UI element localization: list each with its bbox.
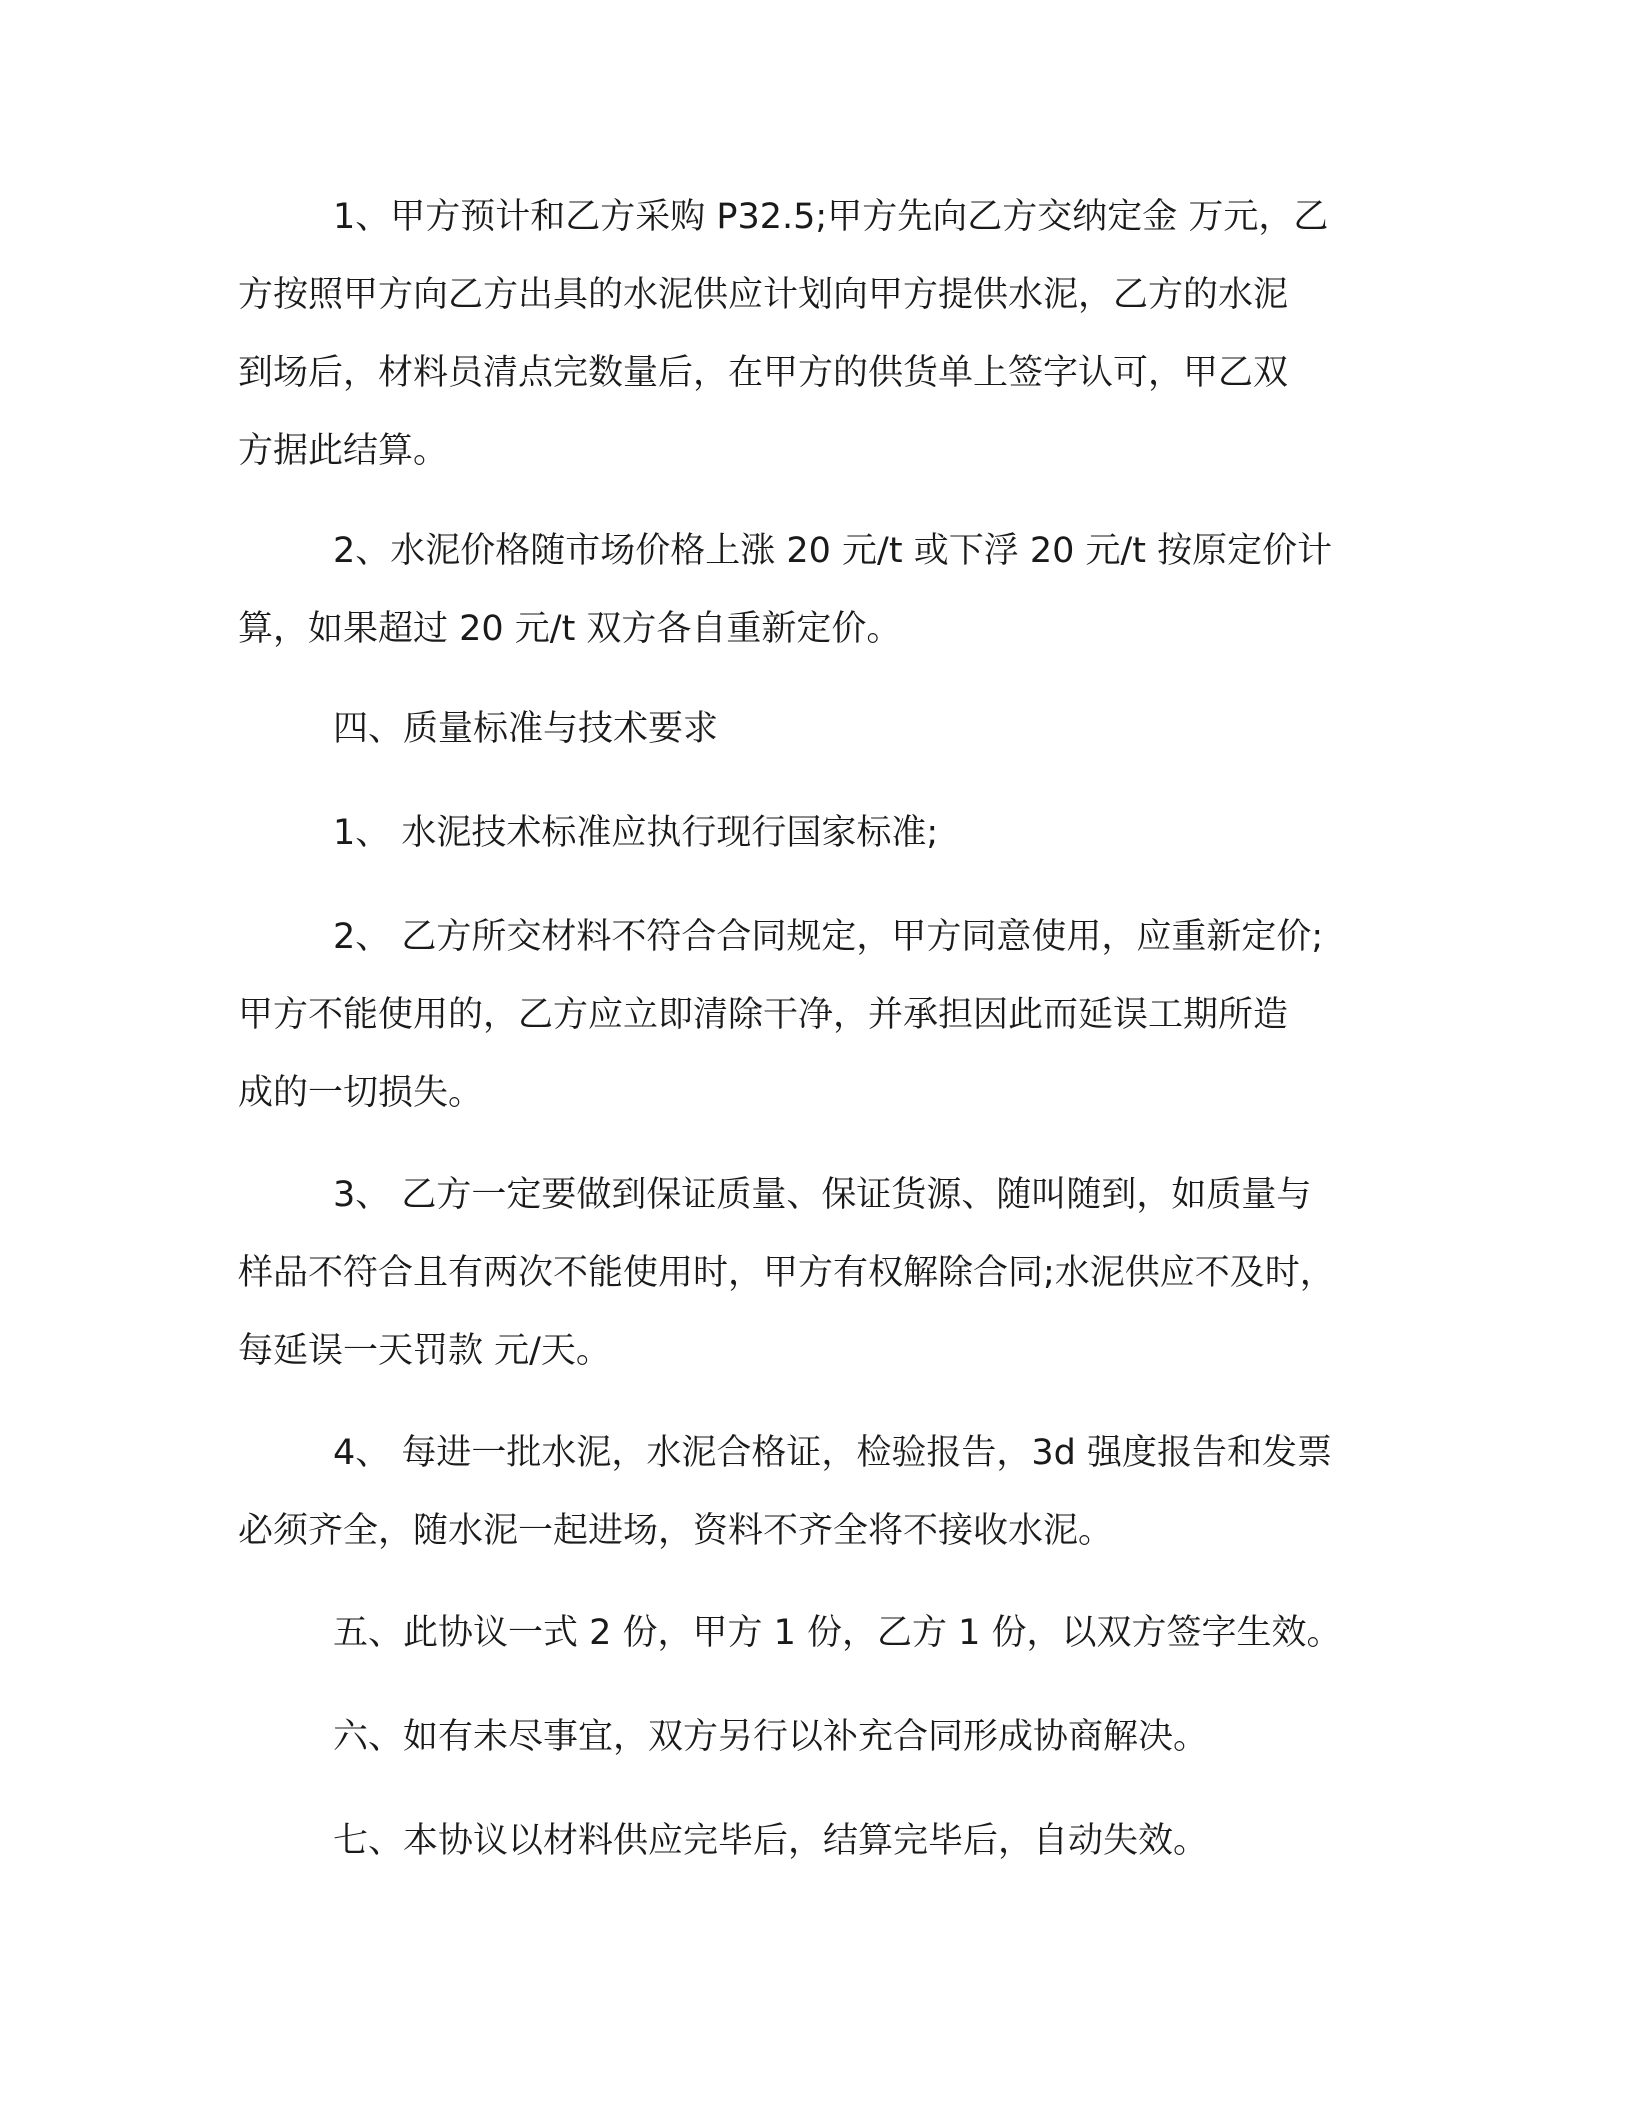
text-line: 2、 乙方所交材料不符合合同规定，甲方同意使用，应重新定价; xyxy=(333,917,1324,957)
text-line: 3、 乙方一定要做到保证质量、保证货源、随叫随到，如质量与 xyxy=(333,1175,1312,1215)
section-heading-text: 四、质量标准与技术要求 xyxy=(333,709,719,749)
text-line: 七、本协议以材料供应完毕后，结算完毕后，自动失效。 xyxy=(333,1821,1209,1861)
text-line: 成的一切损失。 xyxy=(238,1073,484,1113)
text-line: 4、 每进一批水泥，水泥合格证，检验报告，3d 强度报告和发票 xyxy=(333,1433,1333,1473)
text-line: 每延误一天罚款 元/天。 xyxy=(238,1331,611,1371)
text-line: 到场后，材料员清点完数量后，在甲方的供货单上签字认可，甲乙双 xyxy=(238,353,1289,393)
text-line: 1、 水泥技术标准应执行现行国家标准; xyxy=(333,813,939,853)
text-line: 方按照甲方向乙方出具的水泥供应计划向甲方提供水泥，乙方的水泥 xyxy=(238,275,1289,315)
text-line: 2、水泥价格随市场价格上涨 20 元/t 或下浮 20 元/t 按原定价计 xyxy=(333,531,1333,571)
text-line: 方据此结算。 xyxy=(238,431,449,471)
text-line: 样品不符合且有两次不能使用时，甲方有权解除合同;水泥供应不及时， xyxy=(238,1253,1335,1293)
text-line: 必须齐全，随水泥一起进场，资料不齐全将不接收水泥。 xyxy=(238,1511,1114,1551)
text-line: 1、甲方预计和乙方采购 P32.5;甲方先向乙方交纳定金 万元，乙 xyxy=(333,197,1329,237)
text-line: 甲方不能使用的，乙方应立即清除干净，并承担因此而延误工期所造 xyxy=(238,995,1289,1035)
text-line: 六、如有未尽事宜，双方另行以补充合同形成协商解决。 xyxy=(333,1717,1209,1757)
text-line: 算，如果超过 20 元/t 双方各自重新定价。 xyxy=(238,609,902,649)
text-line: 五、此协议一式 2 份，甲方 1 份，乙方 1 份，以双方签字生效。 xyxy=(333,1613,1342,1653)
